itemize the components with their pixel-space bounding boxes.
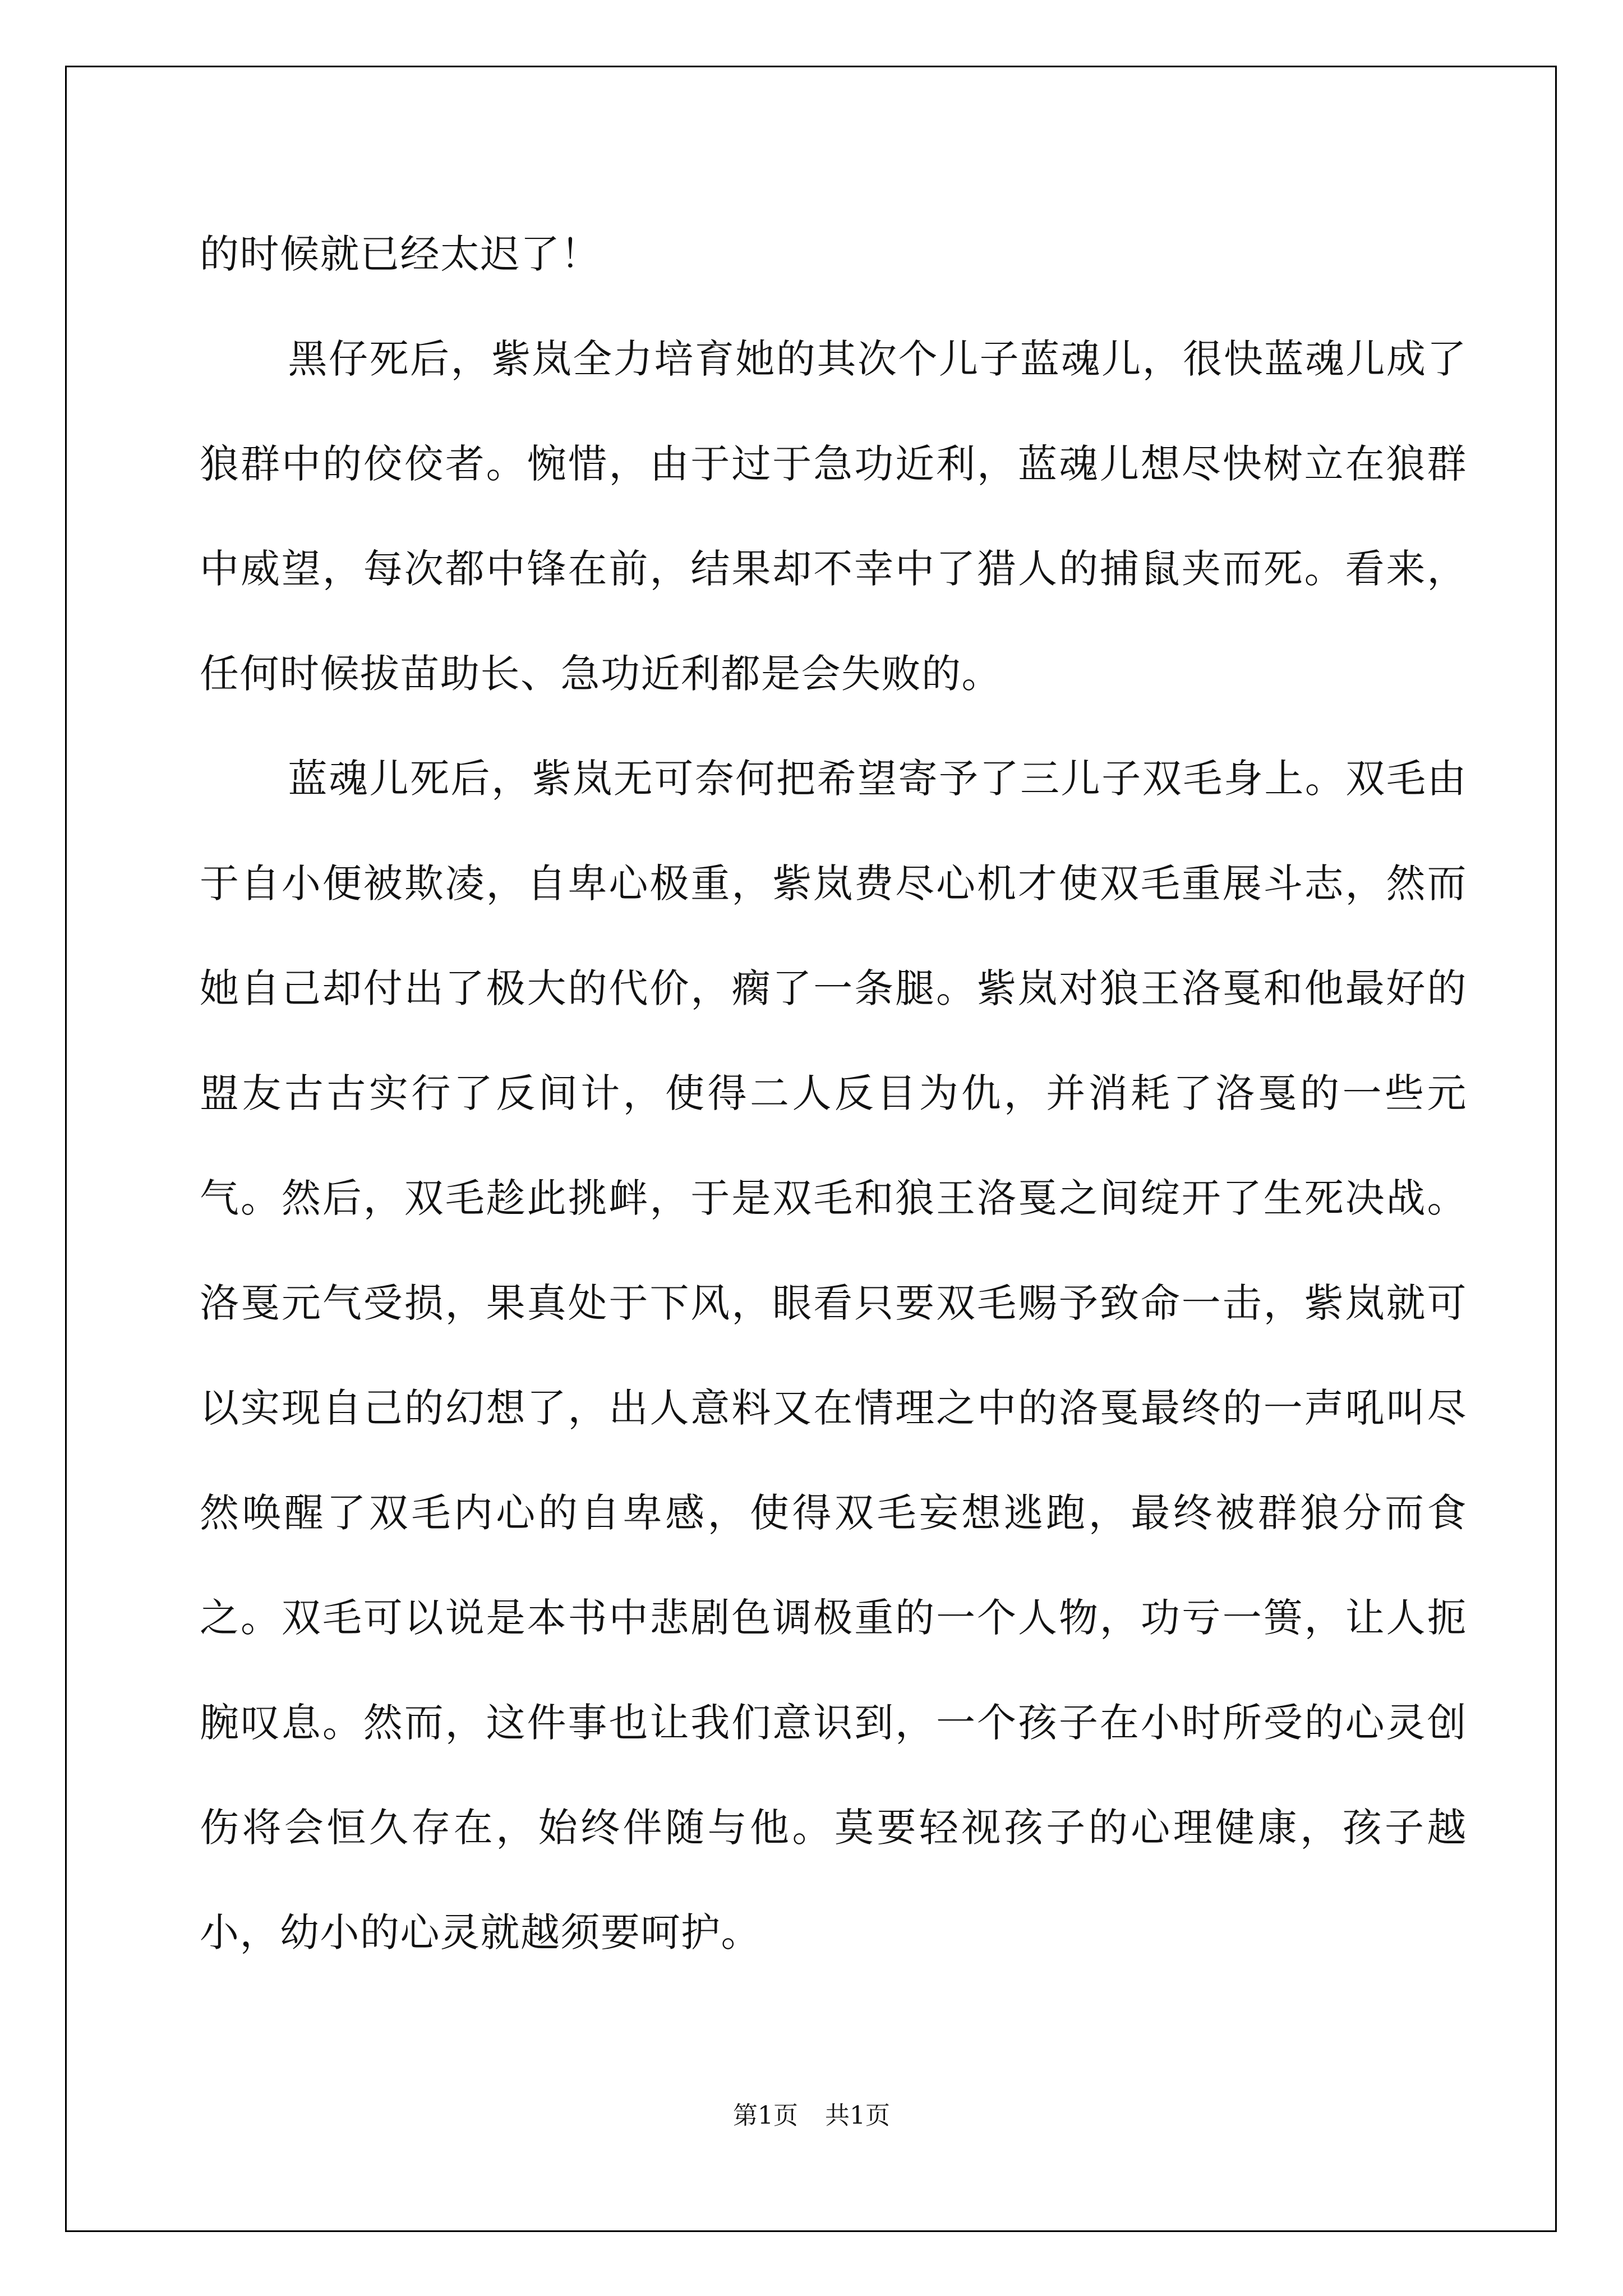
paragraph-lanhuner: 黑仔死后，紫岚全力培育她的其次个儿子蓝魂儿，很快蓝魂儿成了狼群中的佼佼者。惋惜，由于过于急功近利，蓝魂儿想尽快树立在狼群中威望，每次都中锋在前，结果却不幸中了猎人的捕鼠夹而死。看来，任何时候拔苗助长、急功近利都是会失败的。: [200, 336, 1467, 697]
page-footer: [0, 2095, 1623, 2131]
document-body: [200, 202, 1467, 1985]
page-number-current: 第1页: [733, 2101, 798, 2130]
paragraph-continuation: 的时候就已经太迟了！: [200, 231, 601, 277]
page-number-total: 共1页: [825, 2101, 890, 2130]
paragraph-shuangmao: 蓝魂儿死后，紫岚无可奈何把希望寄予了三儿子双毛身上。双毛由于自小便被欺凌，自卑心极重，紫岚费尽心机才使双毛重展斗志，然而她自己却付出了极大的代价，瘸了一条腿。紫岚对狼王洛戛和他最好的盟友古古实行了反间计，使得二人反目为仇，并消耗了洛戛的一些元气。然后，双毛趁此挑衅，于是双毛和狼王洛戛之间绽开了生死决战。洛戛元气受损，果真处于下风，眼看只要双毛赐予致命一击，紫岚就可以实现自己的幻想了，出人意料又在情理之中的洛戛最终的一声吼叫尽然唤醒了双毛内心的自卑感，使得双毛妄想逃跑，最终被群狼分而食之。双毛可以说是本书中悲剧色调极重的一个人物，功亏一篑，让人扼腕叹息。然而，这件事也让我们意识到，一个孩子在小时所受的心灵创伤将会恒久存在，始终伴随与他。莫要轻视孩子的心理健康，孩子越小，幼小的心灵就越须要呵护。: [200, 756, 1467, 1955]
